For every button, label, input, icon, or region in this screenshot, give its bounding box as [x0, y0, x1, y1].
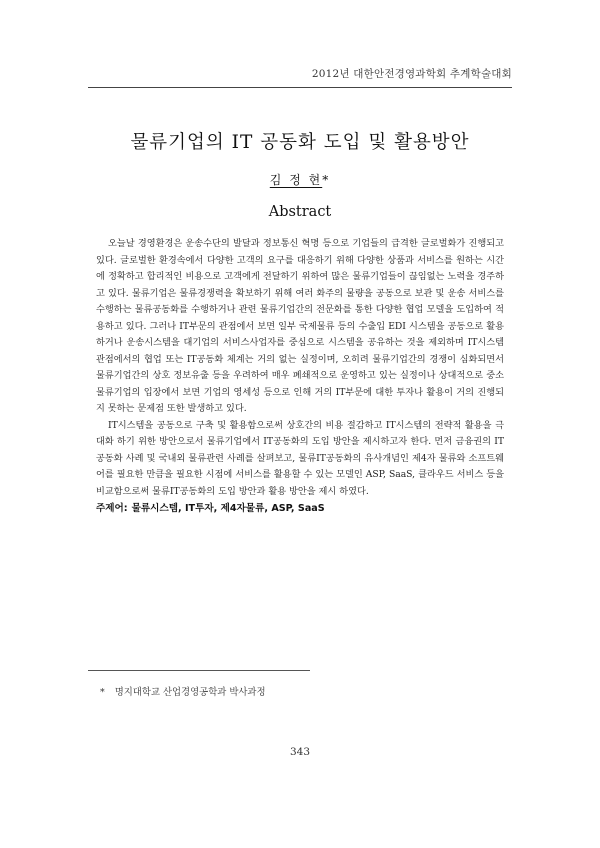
footnote-mark: * [100, 687, 105, 698]
paper-title: 물류기업의 IT 공동화 도입 및 활용방안 [130, 132, 470, 153]
keywords-label: 주제어: [96, 503, 128, 514]
page-number: 343 [289, 746, 311, 758]
author-line [0, 171, 600, 188]
header-rule [88, 87, 512, 88]
abstract-body [96, 236, 504, 518]
author-name: 김 정 현 [269, 173, 323, 187]
abstract-heading: Abstract [268, 204, 332, 220]
author-footnote-mark: * [322, 173, 331, 187]
keywords-line [96, 501, 504, 518]
footnote-rule [88, 670, 310, 671]
conference-header: 2012년 대한안전경영과학회 추계학술대회 [311, 68, 512, 80]
footnote-text: 명지대학교 산업경영공학과 박사과정 [114, 687, 266, 698]
keywords-text: 물류시스템, IT투자, 제4자물류, ASP, SaaS [131, 503, 325, 514]
abstract-paragraph-2: IT시스템을 공동으로 구축 및 활용함으로써 상호간의 비용 절감하고 IT시스템의 전략적 활용을 극대화 하기 위한 방안으로서 물류기업에서 IT공동화의 도입 방안을 제시하고자 한다. 먼저 금융권의 IT공동화 사례 및 국내외 물류관련 사례를 살펴보고, 물류IT공동화의 유사개념인 제4자 물류와 소프트웨어를 필요한 만큼을 필요한 시점에 서비스를 활용할 수 있는 모델인 ASP, SaaS, 클라우드 서비스 등을 비교함으로써 물류IT공동화의 도입 방안과 활용 방안을 제시 하였다. [96, 419, 504, 497]
abstract-paragraph-1: 오늘날 경영환경은 운송수단의 발달과 정보통신 혁명 등으로 기업들의 급격한 글로벌화가 진행되고 있다. 글로벌한 환경속에서 다양한 고객의 요구를 대응하기 위해 다양한 상품과 서비스를 원하는 시간에 정확하고 합리적인 비용으로 고객에게 전달하기 위하여 많은 물류기업들이 끊임없는 노력을 경주하고 있다. 물류기업은 물류경쟁력을 확보하기 위해 여러 화주의 물량을 공동으로 보관 및 운송 서비스를 수행하는 물류공동화를 수행하거나 관련 물류기업간의 전문화를 통한 다양한 협업 모델을 도입하여 적용하고 있다. 그러나 IT부문의 관점에서 보면 일부 국제물류 등의 수출입 EDI 시스템을 공동으로 활용하거나 운송시스템을 대기업의 서비스사업자를 중심으로 시스템을 공유하는 것을 제외하며 IT시스템 관점에서의 협업 또는 IT공동화 체계는 거의 없는 실정이며, 오히려 물류기업간의 경쟁이 심화되면서 물류기업간의 상호 정보유출 등을 우려하여 매우 폐쇄적으로 운영하고 있는 실정이나 상대적으로 중소물류기업의 입장에서 보면 기업의 영세성 등으로 인해 거의 IT부문에 대한 투자나 활용이 거의 진행되지 못하는 문제점 또한 발생하고 있다. [96, 238, 504, 414]
footnote [100, 684, 266, 698]
